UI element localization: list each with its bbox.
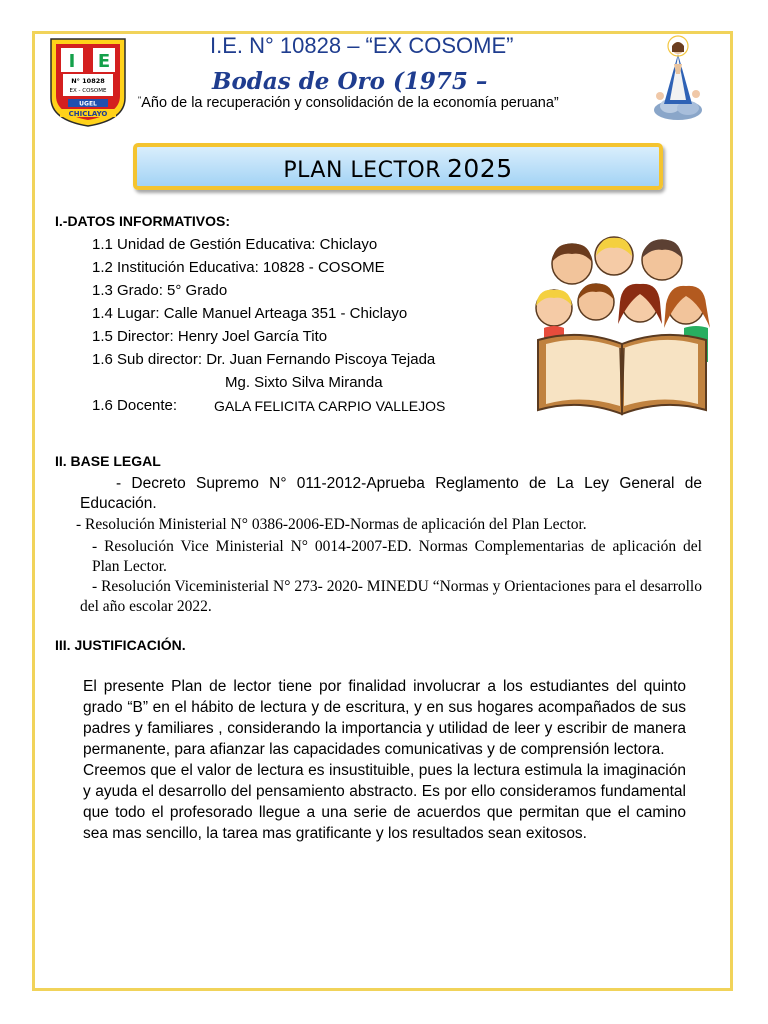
virgin-statue-image (648, 34, 708, 122)
docente-name: GALA FELICITA CARPIO VALLEJOS (214, 398, 446, 414)
shield-letter-i: I (68, 51, 76, 72)
datos-item: 1.1 Unidad de Gestión Educativa: Chiclayo (92, 236, 378, 253)
justificacion-paragraph: El presente Plan de lector tiene por finalidad involucrar a los estudiantes del quinto grado “B” en el hábito de lectura y de escritura, y en sus hogares acompañados de sus padres y familiares , considerando la importancia y utilidad de leer y escribir de manera permanente, para afianzar las capacidades comunicativas y de comprensión lectora. (83, 678, 686, 758)
justificacion-body (83, 676, 686, 844)
shield-ugel: UGEL (79, 100, 97, 108)
banner-title: PLAN LECTOR (283, 158, 441, 183)
opening-quote: " (138, 95, 142, 105)
section-datos-heading: I.-DATOS INFORMATIVOS: (55, 213, 230, 229)
shield-name: EX - COSOME (69, 88, 107, 94)
section-base-legal-heading: II. BASE LEGAL (55, 453, 161, 469)
children-reading-illustration (524, 232, 720, 420)
legal-item: - Resolución Ministerial N° 0386-2006-ED-Normas de aplicación del Plan Lector. (76, 516, 587, 533)
year-name (138, 95, 559, 111)
legal-item: - Decreto Supremo N° 011-2012-Aprueba Reglamento de La Ley General de Educación. (80, 475, 702, 512)
legal-item: - Resolución Viceministerial N° 273- 2020- MINEDU “Normas y Orientaciones para el desarrollo del año escolar 2022. (80, 578, 702, 615)
datos-item: 1.4 Lugar: Calle Manuel Arteaga 351 - Chiclayo (92, 305, 408, 322)
shield-number: N° 10828 (71, 77, 105, 85)
school-title: I.E. N° 10828 – “EX COSOME” (210, 33, 514, 58)
legal-item: - Resolución Vice Ministerial N° 0014-2007-ED. Normas Complementarias de aplicación del Plan Lector. (92, 538, 702, 575)
justificacion-paragraph: Creemos que el valor de lectura es insustituible, pues la lectura estimula la imaginación y ayuda el desarrollo del pensamiento abstracto. Es por ello consideramos fundamental que todo el profesorado llegue a una serie de acuerdos que permitan que el camino sea mas sencillo, la tarea mas gratificante y los resultados sean exitosos. (83, 762, 686, 842)
datos-item: Mg. Sixto Silva Miranda (225, 374, 383, 391)
year-name-text: Año de la recuperación y consolidación de la economía peruana” (141, 95, 559, 111)
datos-item: 1.6 Sub director: Dr. Juan Fernando Piscoya Tejada (92, 351, 436, 368)
datos-item: 1.5 Director: Henry Joel García Tito (92, 328, 328, 345)
shield-letter-e: E (97, 51, 111, 72)
plan-lector-banner (133, 143, 663, 190)
datos-item: 1.3 Grado: 5° Grado (92, 282, 228, 299)
anniversary-subtitle: Bodas de Oro (1975 – (212, 68, 488, 95)
datos-item: 1.2 Institución Educativa: 10828 - COSOME (92, 259, 385, 276)
school-shield-logo (48, 36, 128, 128)
shield-city: CHICLAYO (68, 110, 108, 118)
section-justificacion-heading: III. JUSTIFICACIÓN. (55, 637, 186, 653)
banner-year: 2025 (446, 154, 513, 183)
docente-label: 1.6 Docente: (92, 397, 178, 414)
